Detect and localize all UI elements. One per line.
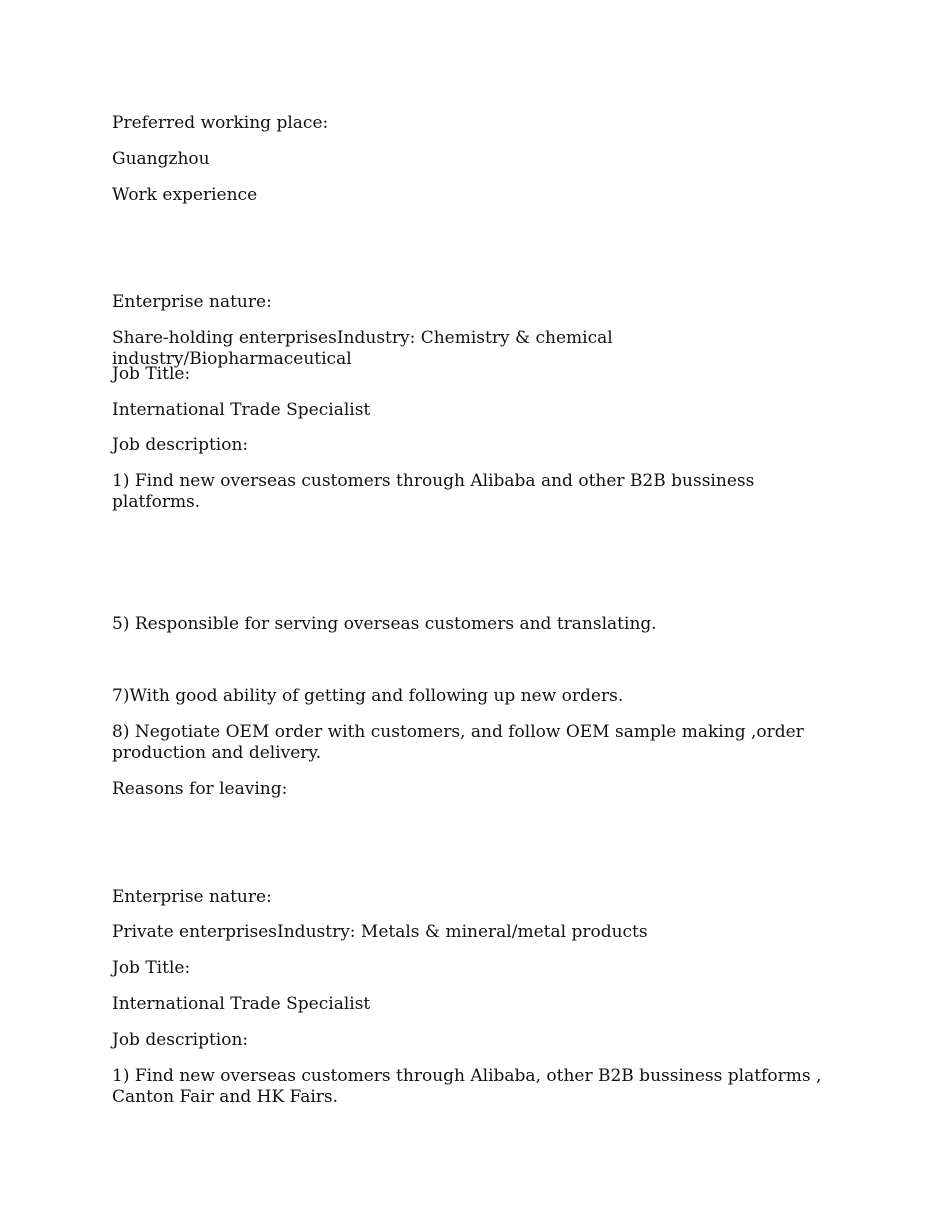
enterprise-nature-value-1: Share-holding enterprisesIndustry: Chemistry & chemical industry/Biopharmaceutical [112, 328, 613, 369]
enterprise-nature-label-1: Enterprise nature: [112, 292, 272, 312]
preferred-place-label: Preferred working place: [112, 113, 329, 133]
job-description-label-1: Job description: [112, 435, 249, 455]
enterprise-nature-value-2: Private enterprisesIndustry: Metals & mineral/metal products [112, 922, 648, 942]
job-title-label-2: Job Title: [112, 958, 191, 978]
preferred-place-value: Guangzhou [112, 149, 210, 169]
enterprise-nature-label-2: Enterprise nature: [112, 887, 272, 907]
job-title-value-1: International Trade Specialist [112, 400, 371, 420]
job-duty-1-1: 1) Find new overseas customers through Alibaba and other B2B bussiness platforms. [112, 471, 755, 512]
job-duty-1-8: 8) Negotiate OEM order with customers, and follow OEM sample making ,order production and delivery. [112, 722, 804, 763]
job-duty-1-7: 7)With good ability of getting and following up new orders. [112, 686, 624, 706]
work-experience-heading: Work experience [112, 185, 258, 205]
job-title-value-2: International Trade Specialist [112, 994, 371, 1014]
job-description-label-2: Job description: [112, 1030, 249, 1050]
reasons-for-leaving-label: Reasons for leaving: [112, 779, 288, 799]
job-title-label-1: Job Title: [112, 364, 191, 384]
job-duty-2-1: 1) Find new overseas customers through Alibaba, other B2B bussiness platforms , Canton Fair and HK Fairs. [112, 1066, 822, 1107]
job-duty-1-5: 5) Responsible for serving overseas customers and translating. [112, 614, 657, 634]
